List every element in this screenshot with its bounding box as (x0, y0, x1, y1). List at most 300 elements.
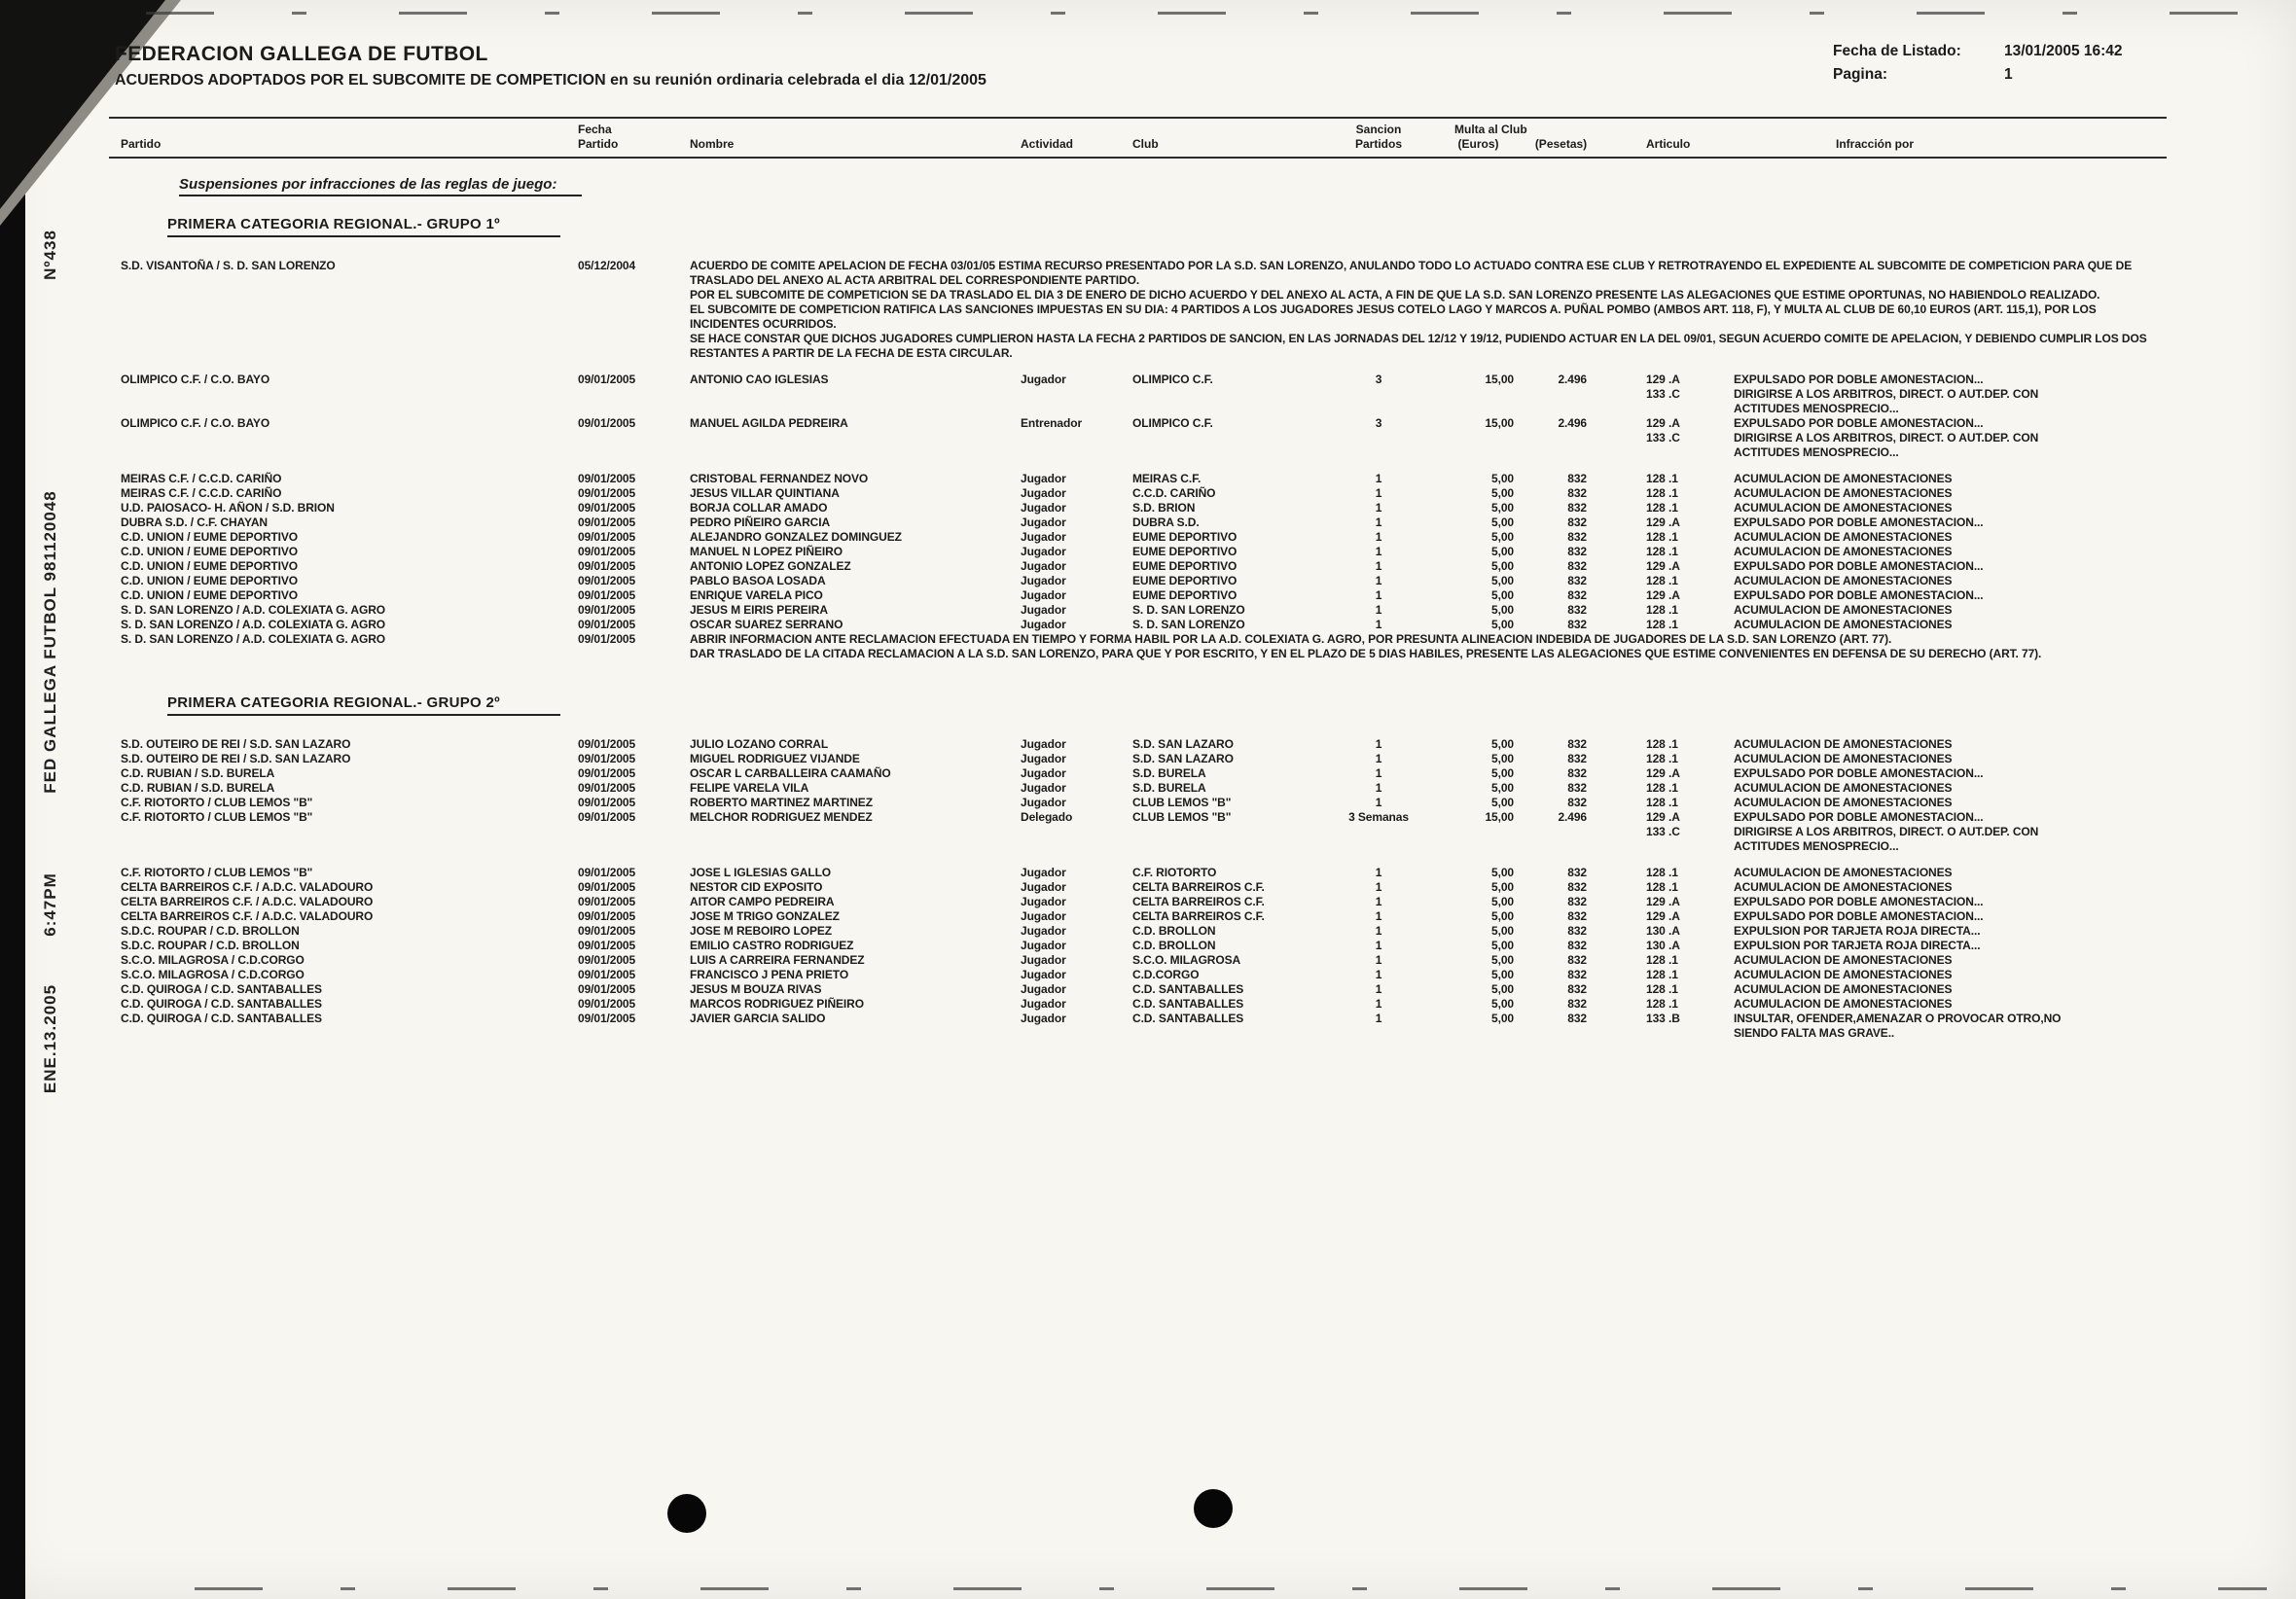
fine-euros-cell: 5,00 (1491, 924, 1514, 938)
sanction-row (109, 796, 2167, 810)
fine-euros-cell: 5,00 (1491, 559, 1514, 573)
match-cell: C.D. QUIROGA / C.D. SANTABALLES (121, 982, 322, 996)
article-cell: 128 .1 (1646, 982, 1678, 996)
match-date-cell: 09/01/2005 (578, 968, 636, 981)
fine-euros-cell: 5,00 (1491, 545, 1514, 558)
article-cell: 129 .A (1646, 766, 1680, 780)
col-fecha-partido: Fecha Partido (578, 123, 619, 151)
match-date-cell: 09/01/2005 (578, 766, 636, 780)
page-subtitle: ACUERDOS ADOPTADOS POR EL SUBCOMITE DE COMPETICION en su reunión ordinaria celebrada el dia 12/01/2005 (115, 72, 987, 89)
activity-cell: Jugador (1021, 588, 1066, 602)
club-cell: EUME DEPORTIVO (1132, 559, 1238, 573)
sanction-row (109, 997, 2167, 1012)
article-cell: 128 .1 (1646, 574, 1678, 587)
fine-euros-cell: 5,00 (1491, 501, 1514, 515)
article-cell: 128 .1 (1646, 997, 1678, 1011)
scan-edge-strip (0, 0, 25, 1599)
infraction-cell: EXPULSION POR TARJETA ROJA DIRECTA... (1734, 924, 1981, 938)
sanction-matches-cell: 1 (1375, 472, 1382, 485)
sanction-row (109, 982, 2167, 997)
sanction-matches-cell: 1 (1375, 486, 1382, 500)
fine-pesetas-cell: 832 (1567, 515, 1587, 529)
activity-cell: Jugador (1021, 373, 1066, 386)
match-date-cell: 09/01/2005 (578, 997, 636, 1011)
fine-euros-cell: 5,00 (1491, 968, 1514, 981)
match-cell: S.D.C. ROUPAR / C.D. BROLLON (121, 939, 300, 952)
sanction-matches-cell: 3 Semanas (1348, 810, 1409, 824)
person-name-cell: JESUS VILLAR QUINTIANA (690, 486, 840, 500)
resolution-text: ABRIR INFORMACION ANTE RECLAMACION EFECTUADA EN TIEMPO Y FORMA HABIL POR LA A.D. COLEXIATA G. AGRO, POR PRESUNTA ALINEACION INDEBIDA DE JUGADORES DE LA S.D. SAN LORENZO (ART. 77). DAR TRASLADO DE LA CITADA RECLAMACION A LA S.D. SAN LORENZO, PARA QUE Y POR ESCRITO, Y EN EL PLAZO DE 5 DIAS HABILES, PRESENTE LAS ALEGACIONES QUE ESTIME CONVENIENTES EN DEFENSA DE SU DERECHO (ART. 77). (690, 632, 2042, 660)
fax-sender-id: FED GALLEGA FUTBOL 981120048 (41, 490, 59, 794)
fine-euros-cell: 15,00 (1485, 810, 1514, 824)
sanction-row (109, 559, 2167, 574)
activity-cell: Jugador (1021, 982, 1066, 996)
person-name-cell: OSCAR SUAREZ SERRANO (690, 618, 843, 631)
match-cell: MEIRAS C.F. / C.C.D. CARIÑO (121, 486, 282, 500)
activity-cell: Jugador (1021, 924, 1066, 938)
infraction-cell: ACUMULACION DE AMONESTACIONES (1734, 574, 1953, 587)
match-date-cell: 09/01/2005 (578, 501, 636, 515)
article-cell: 128 .1 (1646, 486, 1678, 500)
match-cell: S. D. SAN LORENZO / A.D. COLEXIATA G. AGRO (121, 632, 386, 646)
sanction-matches-cell: 1 (1375, 796, 1382, 809)
sanction-matches-cell: 1 (1375, 953, 1382, 967)
person-name-cell: JESUS M EIRIS PEREIRA (690, 603, 828, 617)
pagina-label: Pagina: (1833, 66, 1887, 83)
match-cell: C.F. RIOTORTO / CLUB LEMOS "B" (121, 796, 313, 809)
col-multa-pesetas: (Pesetas) (1534, 137, 1588, 151)
match-date-cell: 09/01/2005 (578, 953, 636, 967)
person-name-cell: ALEJANDRO GONZALEZ DOMINGUEZ (690, 530, 902, 544)
fine-pesetas-cell: 832 (1567, 766, 1587, 780)
article-cell: 129 .A (1646, 895, 1680, 908)
activity-cell: Jugador (1021, 939, 1066, 952)
col-articulo: Articulo (1646, 137, 1691, 151)
page-title: FEDERACION GALLEGA DE FUTBOL (115, 43, 488, 65)
article-cell: 128 .1 (1646, 781, 1678, 795)
article-cell: 128 .1 (1646, 968, 1678, 981)
col-infraccion: Infracción por (1836, 137, 1915, 151)
club-cell: C.F. RIOTORTO (1132, 866, 1217, 879)
fax-page-number: Nº438 (41, 230, 59, 280)
match-date-cell: 09/01/2005 (578, 530, 636, 544)
match-cell: CELTA BARREIROS C.F. / A.D.C. VALADOURO (121, 895, 374, 908)
fax-date: ENE.13.2005 (41, 983, 59, 1094)
match-date-cell: 09/01/2005 (578, 895, 636, 908)
match-date-cell: 09/01/2005 (578, 924, 636, 938)
match-cell: S.D. OUTEIRO DE REI / S.D. SAN LAZARO (121, 737, 351, 751)
match-date-cell: 09/01/2005 (578, 909, 636, 923)
club-cell: EUME DEPORTIVO (1132, 530, 1238, 544)
person-name-cell: NESTOR CID EXPOSITO (690, 880, 823, 894)
fine-pesetas-cell: 832 (1567, 866, 1587, 879)
sanction-row (109, 909, 2167, 924)
club-cell: C.D. BROLLON (1132, 939, 1216, 952)
match-date-cell: 09/01/2005 (578, 416, 636, 430)
scan-dash-bottom (195, 1587, 2267, 1590)
fine-euros-cell: 5,00 (1491, 530, 1514, 544)
article-cell: 129 .A (1646, 909, 1680, 923)
person-name-cell: FELIPE VARELA VILA (690, 781, 809, 795)
infraction-cell: EXPULSADO POR DOBLE AMONESTACION... (1734, 766, 1984, 780)
person-name-cell: MANUEL AGILDA PEDREIRA (690, 416, 848, 430)
group-title: PRIMERA CATEGORIA REGIONAL.- GRUPO 2º (167, 694, 560, 716)
person-name-cell: OSCAR L CARBALLEIRA CAAMAÑO (690, 766, 891, 780)
club-cell: CELTA BARREIROS C.F. (1132, 895, 1265, 908)
activity-cell: Delegado (1021, 810, 1073, 824)
infraction-cell: ACUMULACION DE AMONESTACIONES (1734, 530, 1953, 544)
sanction-matches-cell: 1 (1375, 752, 1382, 765)
match-date-cell: 09/01/2005 (578, 752, 636, 765)
club-cell: S.D. SAN LAZARO (1132, 752, 1234, 765)
resolution-text: ACUERDO DE COMITE APELACION DE FECHA 03/01/05 ESTIMA RECURSO PRESENTADO POR LA S.D. SAN LORENZO, ANULANDO TODO LO ACTUADO CONTRA ESE CLUB Y RETROTRAYENDO EL EXPEDIENTE AL SUBCOMITE DE COMPETICION PARA QUE DE TRASLADO DEL ANEXO AL ACTA ARBITRAL DEL CORRESPONDIENTE PARTIDO. POR EL SUBCOMITE DE COMPETICION SE DA TRASLADO EL DIA 3 DE ENERO DE DICHO ACUERDO Y DEL ANEXO AL ACTA, A FIN DE QUE LA S.D. SAN LORENZO PRESENTE LAS ALEGACIONES QUE ESTIME OPORTUNAS, NO HABIENDOLO REALIZADO. EL SUBCOMITE DE COMPETICION RATIFICA LAS SANCIONES IMPUESTAS EN SU DIA: 4 PARTIDOS A LOS JUGADORES JESUS COTELO LAGO Y MARCOS A. PUÑAL POMBO (AMBOS ART. 118, F), Y MULTA AL CLUB DE 60,10 EUROS (ART. 115,1), POR LOS INCIDENTES OCURRIDOS. SE HACE CONSTAR QUE DICHOS JUGADORES CUMPLIERON HASTA LA FECHA 2 PARTIDOS DE SANCION, EN LAS JORNADAS DEL 12/12 Y 19/12, PUDIENDO ACTUAR EN LA DEL 09/01, SEGUN ACUERDO COMITE DE APELACION, Y DEBIENDO CUMPLIR LOS DOS RESTANTES A PARTIR DE LA FECHA DE ESTA CIRCULAR. (690, 259, 2147, 360)
match-cell: S.D.C. ROUPAR / C.D. BROLLON (121, 924, 300, 938)
match-cell: C.D. UNION / EUME DEPORTIVO (121, 545, 298, 558)
fine-euros-cell: 5,00 (1491, 603, 1514, 617)
match-date-cell: 09/01/2005 (578, 618, 636, 631)
match-date-cell: 09/01/2005 (578, 559, 636, 573)
match-date-cell: 09/01/2005 (578, 632, 636, 646)
match-date-cell: 09/01/2005 (578, 810, 636, 824)
sanction-matches-cell: 1 (1375, 880, 1382, 894)
sanction-matches-cell: 1 (1375, 559, 1382, 573)
fine-pesetas-cell: 832 (1567, 781, 1587, 795)
sanction-matches-cell: 1 (1375, 909, 1382, 923)
activity-cell: Jugador (1021, 968, 1066, 981)
match-cell: C.F. RIOTORTO / CLUB LEMOS "B" (121, 810, 313, 824)
person-name-cell: JOSE L IGLESIAS GALLO (690, 866, 832, 879)
punch-hole (1194, 1489, 1233, 1528)
groups (109, 216, 2167, 1041)
fine-euros-cell: 5,00 (1491, 796, 1514, 809)
activity-cell: Jugador (1021, 866, 1066, 879)
article-cell: 128 .1 (1646, 953, 1678, 967)
fine-pesetas-cell: 832 (1567, 472, 1587, 485)
person-name-cell: ENRIQUE VARELA PICO (690, 588, 823, 602)
pagina-value: 1 (2004, 66, 2013, 83)
fine-pesetas-cell: 832 (1567, 486, 1587, 500)
activity-cell: Jugador (1021, 545, 1066, 558)
section-heading: Suspensiones por infracciones de las reglas de juego: (179, 176, 582, 196)
listing-meta (1833, 43, 2123, 89)
match-date-cell: 09/01/2005 (578, 796, 636, 809)
sanction-matches-cell: 3 (1375, 416, 1382, 430)
article-cell: 128 .1 (1646, 545, 1678, 558)
infraction-cell: EXPULSADO POR DOBLE AMONESTACION... DIRIGIRSE A LOS ARBITROS, DIRECT. O AUT.DEP. CON ACTITUDES MENOSPRECIO... (1734, 373, 2039, 415)
scan-dash-top (146, 12, 2267, 15)
club-cell: MEIRAS C.F. (1132, 472, 1202, 485)
match-date-cell: 09/01/2005 (578, 939, 636, 952)
match-cell: S.C.O. MILAGROSA / C.D.CORGO (121, 953, 305, 967)
infraction-cell: ACUMULACION DE AMONESTACIONES (1734, 968, 1953, 981)
match-date-cell: 09/01/2005 (578, 472, 636, 485)
article-cell: 128 .1 (1646, 737, 1678, 751)
sanction-row (109, 574, 2167, 588)
activity-cell: Jugador (1021, 766, 1066, 780)
col-club: Club (1132, 137, 1159, 151)
activity-cell: Jugador (1021, 796, 1066, 809)
article-cell: 128 .1 (1646, 866, 1678, 879)
fine-pesetas-cell: 832 (1567, 796, 1587, 809)
fine-pesetas-cell: 2.496 (1558, 416, 1587, 430)
category-group (109, 694, 2167, 1041)
article-cell: 130 .A (1646, 924, 1680, 938)
match-cell: MEIRAS C.F. / C.C.D. CARIÑO (121, 472, 282, 485)
fine-pesetas-cell: 832 (1567, 1012, 1587, 1025)
sanction-row (109, 373, 2167, 416)
infraction-cell: EXPULSADO POR DOBLE AMONESTACION... DIRIGIRSE A LOS ARBITROS, DIRECT. O AUT.DEP. CON ACTITUDES MENOSPRECIO... (1734, 416, 2039, 459)
fine-pesetas-cell: 832 (1567, 982, 1587, 996)
match-date-cell: 09/01/2005 (578, 545, 636, 558)
table-header (109, 117, 2167, 159)
match-cell: CELTA BARREIROS C.F. / A.D.C. VALADOURO (121, 880, 374, 894)
sanction-matches-cell: 1 (1375, 997, 1382, 1011)
fine-pesetas-cell: 832 (1567, 953, 1587, 967)
fine-euros-cell: 5,00 (1491, 1012, 1514, 1025)
fine-euros-cell: 5,00 (1491, 574, 1514, 587)
fecha-listado-label: Fecha de Listado: (1833, 43, 1961, 59)
club-cell: OLIMPICO C.F. (1132, 416, 1213, 430)
sanction-matches-cell: 1 (1375, 603, 1382, 617)
fine-euros-cell: 5,00 (1491, 997, 1514, 1011)
infraction-cell: INSULTAR, OFENDER,AMENAZAR O PROVOCAR OTRO,NO SIENDO FALTA MAS GRAVE.. (1734, 1012, 2062, 1040)
fine-pesetas-cell: 832 (1567, 737, 1587, 751)
col-sancion-partidos: Sancion Partidos (1354, 123, 1402, 151)
match-date-cell: 09/01/2005 (578, 982, 636, 996)
fine-pesetas-cell: 832 (1567, 939, 1587, 952)
sanction-row (109, 545, 2167, 559)
fine-euros-cell: 5,00 (1491, 737, 1514, 751)
sanction-row (109, 880, 2167, 895)
sanction-row (109, 939, 2167, 953)
match-cell: U.D. PAIOSACO- H. AÑON / S.D. BRION (121, 501, 335, 515)
match-cell: OLIMPICO C.F. / C.O. BAYO (121, 373, 270, 386)
sanction-matches-cell: 1 (1375, 574, 1382, 587)
match-date-cell: 09/01/2005 (578, 486, 636, 500)
fine-euros-cell: 5,00 (1491, 588, 1514, 602)
infraction-cell: ACUMULACION DE AMONESTACIONES (1734, 953, 1953, 967)
club-cell: S. D. SAN LORENZO (1132, 603, 1245, 617)
article-cell: 128 .1 (1646, 603, 1678, 617)
sanction-row (109, 603, 2167, 618)
fax-time: 6:47PM (41, 872, 59, 937)
article-cell: 133 .B (1646, 1012, 1680, 1025)
fine-pesetas-cell: 832 (1567, 880, 1587, 894)
match-cell: C.D. UNION / EUME DEPORTIVO (121, 588, 298, 602)
match-cell: C.D. UNION / EUME DEPORTIVO (121, 530, 298, 544)
club-cell: C.C.D. CARIÑO (1132, 486, 1216, 500)
match-date-cell: 09/01/2005 (578, 1012, 636, 1025)
person-name-cell: MELCHOR RODRIGUEZ MENDEZ (690, 810, 873, 824)
infraction-cell: ACUMULACION DE AMONESTACIONES (1734, 501, 1953, 515)
fine-euros-cell: 5,00 (1491, 866, 1514, 879)
activity-cell: Jugador (1021, 603, 1066, 617)
club-cell: S.D. SAN LAZARO (1132, 737, 1234, 751)
col-nombre: Nombre (690, 137, 735, 151)
infraction-cell: ACUMULACION DE AMONESTACIONES (1734, 880, 1953, 894)
fine-pesetas-cell: 832 (1567, 924, 1587, 938)
club-cell: OLIMPICO C.F. (1132, 373, 1213, 386)
match-cell: S.D. VISANTOÑA / S. D. SAN LORENZO (121, 259, 336, 272)
fine-pesetas-cell: 2.496 (1558, 373, 1587, 386)
sanction-row (109, 416, 2167, 460)
sanction-row (109, 781, 2167, 796)
activity-cell: Jugador (1021, 909, 1066, 923)
person-name-cell: MARCOS RODRIGUEZ PIÑEIRO (690, 997, 864, 1011)
infraction-cell: EXPULSADO POR DOBLE AMONESTACION... DIRIGIRSE A LOS ARBITROS, DIRECT. O AUT.DEP. CON ACTITUDES MENOSPRECIO... (1734, 810, 2039, 853)
group-rows (109, 737, 2167, 1041)
infraction-cell: EXPULSADO POR DOBLE AMONESTACION... (1734, 515, 1984, 529)
person-name-cell: ANTONIO CAO IGLESIAS (690, 373, 829, 386)
sanction-matches-cell: 1 (1375, 588, 1382, 602)
fine-euros-cell: 5,00 (1491, 982, 1514, 996)
activity-cell: Jugador (1021, 895, 1066, 908)
article-cell: 128 .1 (1646, 618, 1678, 631)
match-cell: C.D. RUBIAN / S.D. BURELA (121, 781, 275, 795)
fine-pesetas-cell: 832 (1567, 752, 1587, 765)
person-name-cell: FRANCISCO J PENA PRIETO (690, 968, 849, 981)
article-cell: 128 .1 (1646, 530, 1678, 544)
person-name-cell: LUIS A CARREIRA FERNANDEZ (690, 953, 865, 967)
match-cell: C.D. RUBIAN / S.D. BURELA (121, 766, 275, 780)
fecha-listado-value: 13/01/2005 16:42 (2004, 43, 2123, 59)
fine-euros-cell: 5,00 (1491, 880, 1514, 894)
fine-euros-cell: 5,00 (1491, 472, 1514, 485)
sanction-row (109, 866, 2167, 880)
sanction-row (109, 515, 2167, 530)
activity-cell: Jugador (1021, 880, 1066, 894)
sanction-matches-cell: 1 (1375, 968, 1382, 981)
col-multa-euros: (Euros) (1457, 137, 1499, 151)
match-cell: OLIMPICO C.F. / C.O. BAYO (121, 416, 270, 430)
fine-euros-cell: 5,00 (1491, 939, 1514, 952)
club-cell: C.D. SANTABALLES (1132, 982, 1244, 996)
infraction-cell: ACUMULACION DE AMONESTACIONES (1734, 982, 1953, 996)
sanctions-table (109, 117, 2167, 1041)
article-cell: 128 .1 (1646, 501, 1678, 515)
club-cell: DUBRA S.D. (1132, 515, 1200, 529)
match-date-cell: 09/01/2005 (578, 373, 636, 386)
match-cell: C.F. RIOTORTO / CLUB LEMOS "B" (121, 866, 313, 879)
fine-pesetas-cell: 832 (1567, 501, 1587, 515)
fine-euros-cell: 15,00 (1485, 373, 1514, 386)
person-name-cell: PABLO BASOA LOSADA (690, 574, 826, 587)
sanction-row (109, 924, 2167, 939)
match-date-cell: 09/01/2005 (578, 588, 636, 602)
match-date-cell: 09/01/2005 (578, 781, 636, 795)
person-name-cell: AITOR CAMPO PEDREIRA (690, 895, 835, 908)
fine-pesetas-cell: 832 (1567, 968, 1587, 981)
punch-hole (667, 1494, 706, 1533)
person-name-cell: JOSE M REBOIRO LOPEZ (690, 924, 833, 938)
club-cell: S.D. BURELA (1132, 781, 1206, 795)
resolution-row (109, 259, 2167, 361)
col-multa-club: Multa al Club (Euros) (Pesetas) (1437, 123, 1602, 152)
match-date-cell: 09/01/2005 (578, 574, 636, 587)
fine-euros-cell: 5,00 (1491, 781, 1514, 795)
club-cell: CLUB LEMOS "B" (1132, 796, 1232, 809)
fine-pesetas-cell: 832 (1567, 588, 1587, 602)
sanction-row (109, 1012, 2167, 1041)
fine-pesetas-cell: 832 (1567, 545, 1587, 558)
category-group (109, 216, 2167, 661)
infraction-cell: ACUMULACION DE AMONESTACIONES (1734, 796, 1953, 809)
club-cell: C.D. BROLLON (1132, 924, 1216, 938)
fine-pesetas-cell: 832 (1567, 909, 1587, 923)
sanction-matches-cell: 1 (1375, 618, 1382, 631)
match-cell: S.D. OUTEIRO DE REI / S.D. SAN LAZARO (121, 752, 351, 765)
infraction-cell: ACUMULACION DE AMONESTACIONES (1734, 866, 1953, 879)
group-title: PRIMERA CATEGORIA REGIONAL.- GRUPO 1º (167, 216, 560, 237)
infraction-cell: EXPULSADO POR DOBLE AMONESTACION... (1734, 559, 1984, 573)
person-name-cell: BORJA COLLAR AMADO (690, 501, 828, 515)
sanction-matches-cell: 1 (1375, 866, 1382, 879)
match-cell: S. D. SAN LORENZO / A.D. COLEXIATA G. AGRO (121, 618, 386, 631)
person-name-cell: JOSE M TRIGO GONZALEZ (690, 909, 840, 923)
match-cell: S.C.O. MILAGROSA / C.D.CORGO (121, 968, 305, 981)
infraction-cell: ACUMULACION DE AMONESTACIONES (1734, 997, 1953, 1011)
sanction-matches-cell: 1 (1375, 766, 1382, 780)
infraction-cell: ACUMULACION DE AMONESTACIONES (1734, 472, 1953, 485)
match-date-cell: 09/01/2005 (578, 515, 636, 529)
resolution-row (109, 632, 2167, 661)
sanction-matches-cell: 1 (1375, 982, 1382, 996)
article-cell: 128 .1 (1646, 472, 1678, 485)
sanction-row (109, 953, 2167, 968)
fine-pesetas-cell: 832 (1567, 559, 1587, 573)
infraction-cell: EXPULSADO POR DOBLE AMONESTACION... (1734, 895, 1984, 908)
fine-euros-cell: 5,00 (1491, 486, 1514, 500)
activity-cell: Jugador (1021, 574, 1066, 587)
col-actividad: Actividad (1021, 137, 1074, 151)
fine-pesetas-cell: 832 (1567, 603, 1587, 617)
sanction-row (109, 766, 2167, 781)
match-cell: C.D. QUIROGA / C.D. SANTABALLES (121, 997, 322, 1011)
article-cell: 129 .A (1646, 588, 1680, 602)
match-cell: CELTA BARREIROS C.F. / A.D.C. VALADOURO (121, 909, 374, 923)
person-name-cell: ROBERTO MARTINEZ MARTINEZ (690, 796, 873, 809)
sanction-matches-cell: 1 (1375, 737, 1382, 751)
sanction-row (109, 618, 2167, 632)
club-cell: EUME DEPORTIVO (1132, 545, 1238, 558)
activity-cell: Jugador (1021, 953, 1066, 967)
sanction-matches-cell: 1 (1375, 895, 1382, 908)
match-cell: DUBRA S.D. / C.F. CHAYAN (121, 515, 268, 529)
activity-cell: Jugador (1021, 530, 1066, 544)
article-cell: 129 .A 133 .C (1646, 373, 1680, 401)
sanction-row (109, 895, 2167, 909)
match-date-cell: 09/01/2005 (578, 603, 636, 617)
activity-cell: Jugador (1021, 781, 1066, 795)
activity-cell: Jugador (1021, 472, 1066, 485)
match-date-cell: 09/01/2005 (578, 737, 636, 751)
article-cell: 130 .A (1646, 939, 1680, 952)
article-cell: 128 .1 (1646, 752, 1678, 765)
sanction-row (109, 752, 2167, 766)
activity-cell: Jugador (1021, 501, 1066, 515)
sanction-matches-cell: 1 (1375, 924, 1382, 938)
sanction-row (109, 472, 2167, 486)
match-cell: C.D. QUIROGA / C.D. SANTABALLES (121, 1012, 322, 1025)
fine-pesetas-cell: 2.496 (1558, 810, 1587, 824)
sanction-matches-cell: 1 (1375, 515, 1382, 529)
person-name-cell: JULIO LOZANO CORRAL (690, 737, 829, 751)
club-cell: EUME DEPORTIVO (1132, 574, 1238, 587)
article-cell: 129 .A 133 .C (1646, 416, 1680, 444)
match-cell: C.D. UNION / EUME DEPORTIVO (121, 574, 298, 587)
person-name-cell: CRISTOBAL FERNANDEZ NOVO (690, 472, 869, 485)
article-cell: 129 .A 133 .C (1646, 810, 1680, 838)
